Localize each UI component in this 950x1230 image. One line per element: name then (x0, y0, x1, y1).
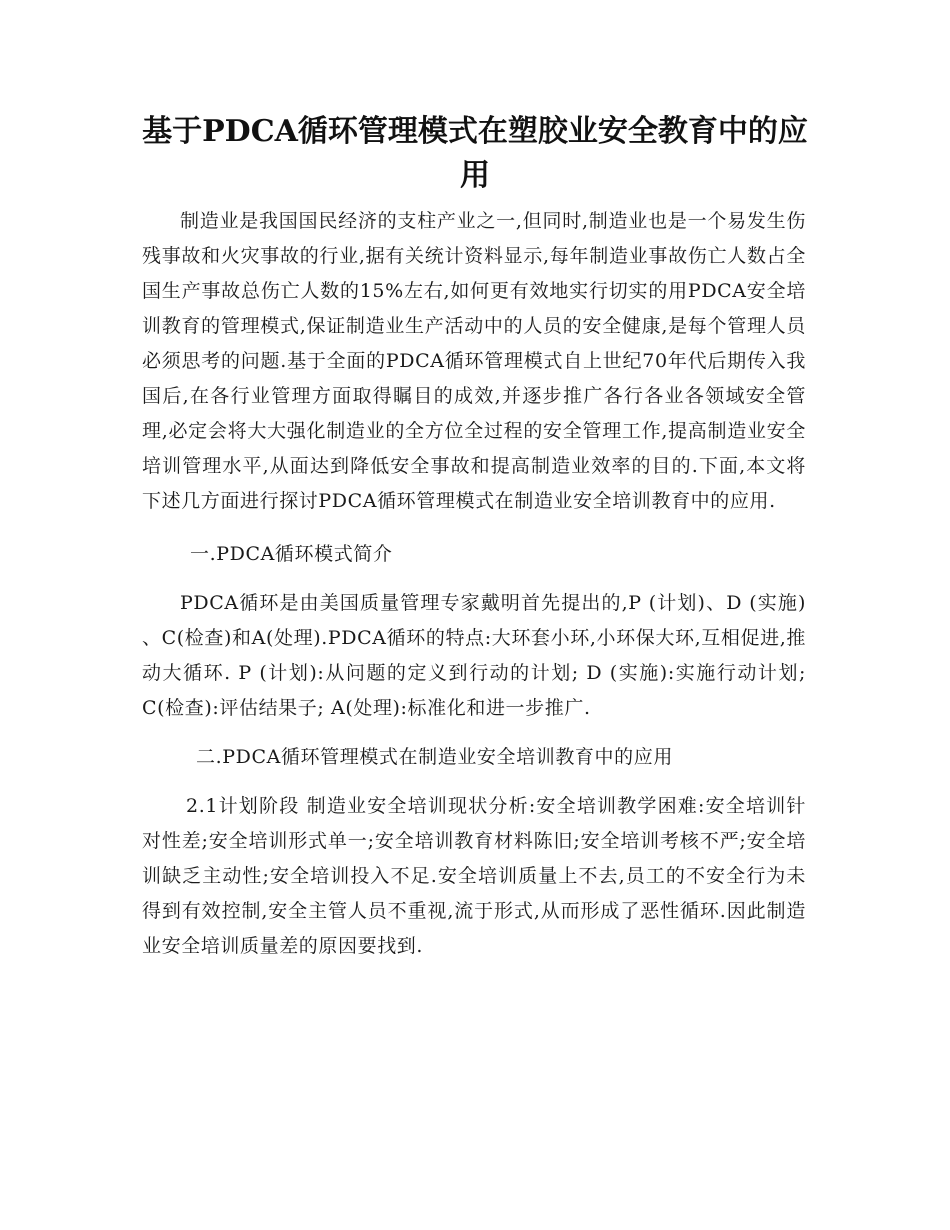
plan-stage-paragraph: 2.1计划阶段 制造业安全培训现状分析:安全培训教学困难:安全培训针对性差;安全培训形式单一;安全培训教育材料陈旧;安全培训考核不严;安全培训缺乏主动性;安全培训投入不足.安全培训质量上不去,员工的不安全行为未得到有效控制,安全主管人员不重视,流于形式,从而形成了恶性循环.因此制造业安全培训质量差的原因要找到. (142, 795, 806, 957)
intro-paragraph: 制造业是我国国民经济的支柱产业之一,但同时,制造业也是一个易发生伤残事故和火灾事故的行业,据有关统计资料显示,每年制造业事故伤亡人数占全国生产事故总伤亡人数的15%左右,如何更有效地实行切实的用PDCA安全培训教育的管理模式,保证制造业生产活动中的人员的安全健康,是每个管理人员必须思考的问题.基于全面的PDCA循环管理模式自上世纪70年代后期传入我国后,在各行业管理方面取得瞩目的成效,并逐步推广各行各业各领域安全管理,必定会将大大强化制造业的全方位全过程的安全管理工作,提高制造业安全培训管理水平,从面达到降低安全事故和提高制造业效率的目的.下面,本文将下述几方面进行探讨PDCA循环管理模式在制造业安全培训教育中的应用. (142, 210, 806, 512)
document-body (142, 204, 806, 964)
pdca-intro-paragraph: PDCA循环是由美国质量管理专家戴明首先提出的,P (计划)、D (实施) 、C(检查)和A(处理).PDCA循环的特点:大环套小环,小环保大环,互相促进,推动大循环. P (计划):从问题的定义到行动的计划; D (实施):实施行动计划; C(检查):评估结果子; A(处理):标准化和进一步推广. (142, 592, 806, 719)
section-heading-2: 二.PDCA循环管理模式在制造业安全培训教育中的应用 (196, 746, 673, 768)
section-heading-1: 一.PDCA循环模式简介 (190, 543, 393, 565)
document-title: 基于PDCA循环管理模式在塑胶业安全教育中的应用 (142, 114, 808, 193)
